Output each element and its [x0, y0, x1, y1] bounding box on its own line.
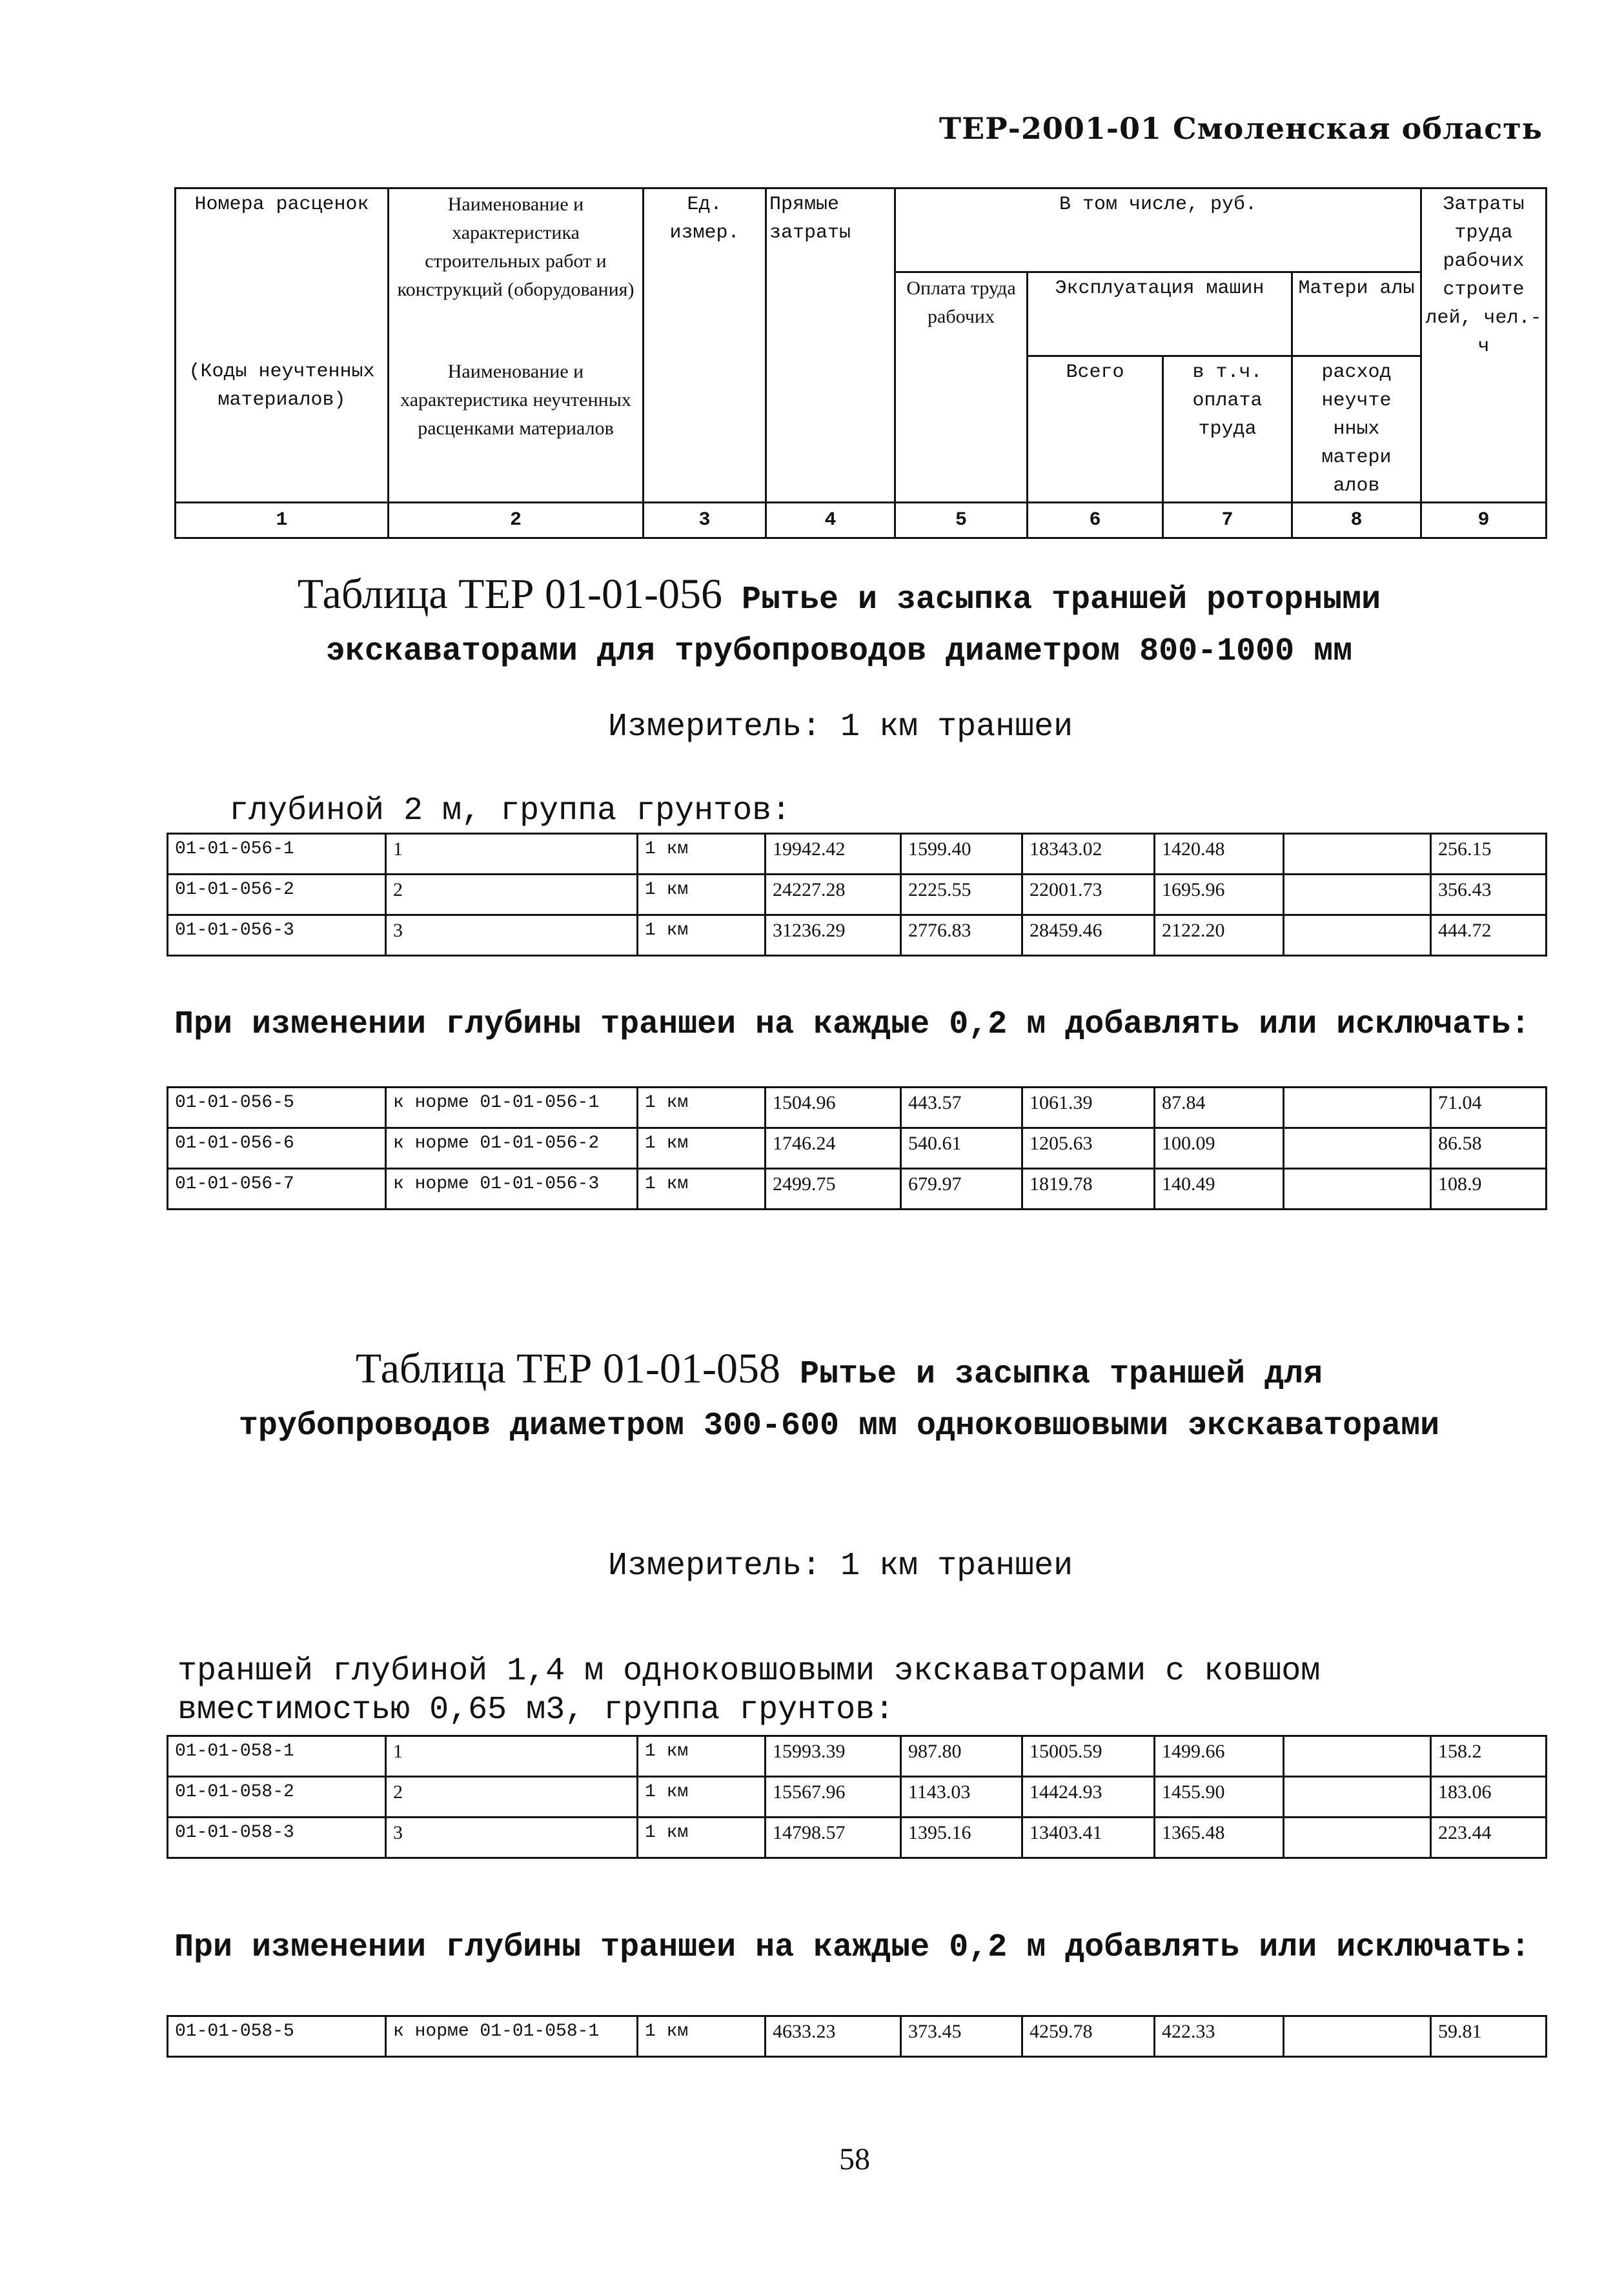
column-number: 2 [389, 503, 644, 538]
cell-materials [1284, 1736, 1431, 1777]
cell-rate-name: к норме 01-01-056-1 [386, 1088, 638, 1128]
cell-rate-name: к норме 01-01-058-1 [386, 2016, 638, 2057]
cell-materials [1284, 1088, 1431, 1128]
cell-direct-costs: 1746.24 [766, 1128, 901, 1169]
cell-materials [1284, 1128, 1431, 1169]
table-056-group2-label: При изменении глубины траншеи на каждые 0,2 м добавлять или исключать: [174, 1006, 1530, 1043]
cell-rate-code: 01-01-058-3 [168, 1818, 386, 1858]
cell-labor-pay: 679.97 [901, 1169, 1022, 1210]
header-rate-numbers-spacer [176, 272, 389, 356]
cell-materials [1284, 915, 1431, 956]
table-056-title-rest: Рытье и засыпка траншей роторными экскаваторами для трубопроводов диаметром 800-1000 мм [325, 582, 1381, 670]
cell-unit: 1 км [638, 2016, 766, 2057]
column-number: 6 [1028, 503, 1163, 538]
table-058-title-prefix: Таблица ТЕР 01-01-058 [355, 1345, 780, 1392]
cell-labor-cost: 444.72 [1431, 915, 1547, 956]
cell-rate-code: 01-01-058-5 [168, 2016, 386, 2057]
page-number: 58 [839, 2142, 870, 2176]
table-058-title-rest: Рытье и засыпка траншей для трубопроводов диаметром 300-600 мм одноковшовыми экскаваторами [238, 1356, 1440, 1444]
column-number: 8 [1292, 503, 1421, 538]
cell-machine-total: 1061.39 [1022, 1088, 1155, 1128]
table-056-title-prefix: Таблица ТЕР 01-01-056 [297, 571, 722, 618]
cell-unit: 1 км [638, 1777, 766, 1818]
header-unaccounted-name: Наименование и характеристика неучтенных расценками материалов [389, 356, 644, 503]
cell-materials [1284, 1777, 1431, 1818]
cell-direct-costs: 14798.57 [766, 1818, 901, 1858]
cell-materials [1284, 1169, 1431, 1210]
cell-labor-cost: 356.43 [1431, 875, 1547, 915]
cell-rate-name: 3 [386, 1818, 638, 1858]
table-058-title [226, 1346, 1452, 1455]
cell-direct-costs: 4633.23 [766, 2016, 901, 2057]
header-work-name: Наименование и характеристика строительных работ и конструкций (оборудования) [389, 188, 644, 356]
cell-unit: 1 км [638, 915, 766, 956]
cell-labor-pay: 2225.55 [901, 875, 1022, 915]
table-058-meter: Измеритель: 1 км траншеи [608, 1548, 1073, 1585]
column-number: 9 [1421, 503, 1547, 538]
cell-machine-total: 1819.78 [1022, 1169, 1155, 1210]
cell-labor-pay: 540.61 [901, 1128, 1022, 1169]
header-including-group: В том числе, руб. [895, 188, 1421, 272]
table-row [168, 1818, 1547, 1858]
cell-labor-pay: 987.80 [901, 1736, 1022, 1777]
cell-rate-code: 01-01-056-6 [168, 1128, 386, 1169]
table-row [168, 875, 1547, 915]
cell-rate-name: 1 [386, 1736, 638, 1777]
cell-machine-labor: 1365.48 [1155, 1818, 1284, 1858]
cell-rate-code: 01-01-056-5 [168, 1088, 386, 1128]
table-row [168, 1777, 1547, 1818]
column-number: 7 [1163, 503, 1292, 538]
header-machine-labor: в т.ч. оплата труда [1163, 356, 1292, 503]
cell-direct-costs: 15567.96 [766, 1777, 901, 1818]
cell-machine-labor: 422.33 [1155, 2016, 1284, 2057]
cell-labor-cost: 108.9 [1431, 1169, 1547, 1210]
cell-rate-name: к норме 01-01-056-3 [386, 1169, 638, 1210]
cell-machine-labor: 87.84 [1155, 1088, 1284, 1128]
cell-unit: 1 км [638, 1128, 766, 1169]
cell-labor-pay: 1395.16 [901, 1818, 1022, 1858]
cell-unit: 1 км [638, 834, 766, 875]
cell-unit: 1 км [638, 1169, 766, 1210]
document-header-title: ТЕР-2001-01 Смоленская область [939, 111, 1543, 146]
column-number: 5 [895, 503, 1028, 538]
table-058-group2 [167, 2015, 1547, 2058]
cell-machine-total: 22001.73 [1022, 875, 1155, 915]
cell-rate-name: 2 [386, 875, 638, 915]
cell-labor-cost: 86.58 [1431, 1128, 1547, 1169]
column-number: 3 [644, 503, 766, 538]
cell-direct-costs: 31236.29 [766, 915, 901, 956]
table-row [168, 2016, 1547, 2057]
table-056-title [194, 571, 1485, 680]
header-direct-costs: Прямые затраты [766, 188, 895, 503]
header-unaccounted-codes: (Коды неучтенных материалов) [176, 356, 389, 503]
cell-unit: 1 км [638, 875, 766, 915]
cell-rate-name: к норме 01-01-056-2 [386, 1128, 638, 1169]
header-machine-total: Всего [1028, 356, 1163, 503]
cell-machine-labor: 140.49 [1155, 1169, 1284, 1210]
table-056-meter: Измеритель: 1 км траншеи [608, 709, 1073, 745]
cell-rate-code: 01-01-058-1 [168, 1736, 386, 1777]
header-materials-unaccounted: расход неучте нных матери алов [1292, 356, 1421, 503]
cell-machine-total: 15005.59 [1022, 1736, 1155, 1777]
cell-labor-cost: 256.15 [1431, 834, 1547, 875]
cell-unit: 1 км [638, 1736, 766, 1777]
table-row [168, 834, 1547, 875]
cell-machine-labor: 1499.66 [1155, 1736, 1284, 1777]
cell-machine-labor: 100.09 [1155, 1128, 1284, 1169]
cell-machine-total: 13403.41 [1022, 1818, 1155, 1858]
cell-materials [1284, 875, 1431, 915]
cell-rate-code: 01-01-056-3 [168, 915, 386, 956]
header-labor-pay: Оплата труда рабочих [895, 272, 1028, 503]
cell-rate-name: 1 [386, 834, 638, 875]
cell-labor-cost: 59.81 [1431, 2016, 1547, 2057]
table-058-group1-label: траншей глубиной 1,4 м одноковшовыми экскаваторами с ковшом вместимостью 0,65 м3, группа грунтов: [178, 1653, 1321, 1728]
cell-machine-total: 1205.63 [1022, 1128, 1155, 1169]
cell-unit: 1 км [638, 1818, 766, 1858]
cell-labor-cost: 223.44 [1431, 1818, 1547, 1858]
cell-machine-labor: 1455.90 [1155, 1777, 1284, 1818]
cell-labor-cost: 158.2 [1431, 1736, 1547, 1777]
table-056-group1 [167, 833, 1547, 957]
table-row [168, 1736, 1547, 1777]
cell-direct-costs: 1504.96 [766, 1088, 901, 1128]
cell-direct-costs: 15993.39 [766, 1736, 901, 1777]
cell-labor-pay: 1143.03 [901, 1777, 1022, 1818]
cell-labor-cost: 183.06 [1431, 1777, 1547, 1818]
cell-labor-pay: 443.57 [901, 1088, 1022, 1128]
cell-rate-name: 2 [386, 1777, 638, 1818]
cell-materials [1284, 834, 1431, 875]
cell-unit: 1 км [638, 1088, 766, 1128]
cell-materials [1284, 1818, 1431, 1858]
header-unit: Ед. измер. [644, 188, 766, 503]
cell-direct-costs: 19942.42 [766, 834, 901, 875]
table-row [168, 1169, 1547, 1210]
cell-rate-code: 01-01-056-1 [168, 834, 386, 875]
cell-rate-code: 01-01-056-7 [168, 1169, 386, 1210]
cell-labor-pay: 373.45 [901, 2016, 1022, 2057]
cell-machine-total: 28459.46 [1022, 915, 1155, 956]
cell-rate-code: 01-01-058-2 [168, 1777, 386, 1818]
column-number: 1 [176, 503, 389, 538]
table-058-group2-label: При изменении глубины траншеи на каждые 0,2 м добавлять или исключать: [174, 1929, 1530, 1966]
cell-direct-costs: 2499.75 [766, 1169, 901, 1210]
column-header-table [174, 187, 1547, 539]
cell-labor-cost: 71.04 [1431, 1088, 1547, 1128]
cell-machine-labor: 2122.20 [1155, 915, 1284, 956]
column-number: 4 [766, 503, 895, 538]
cell-materials [1284, 2016, 1431, 2057]
header-materials: Матери алы [1292, 272, 1421, 356]
cell-direct-costs: 24227.28 [766, 875, 901, 915]
table-056-group1-label: глубиной 2 м, группа грунтов: [229, 793, 791, 829]
table-row [168, 915, 1547, 956]
table-row [168, 1088, 1547, 1128]
cell-rate-name: 3 [386, 915, 638, 956]
table-row [168, 1128, 1547, 1169]
header-rate-numbers: Номера расценок [176, 188, 389, 272]
header-labor-cost: Затраты труда рабочих строите лей, чел.-ч [1421, 188, 1547, 503]
header-machine-ops: Эксплуатация машин [1028, 272, 1292, 356]
cell-machine-labor: 1420.48 [1155, 834, 1284, 875]
cell-machine-labor: 1695.96 [1155, 875, 1284, 915]
cell-machine-total: 18343.02 [1022, 834, 1155, 875]
table-056-group2 [167, 1086, 1547, 1210]
cell-rate-code: 01-01-056-2 [168, 875, 386, 915]
cell-machine-total: 4259.78 [1022, 2016, 1155, 2057]
table-058-group1 [167, 1735, 1547, 1859]
cell-labor-pay: 1599.40 [901, 834, 1022, 875]
cell-machine-total: 14424.93 [1022, 1777, 1155, 1818]
cell-labor-pay: 2776.83 [901, 915, 1022, 956]
